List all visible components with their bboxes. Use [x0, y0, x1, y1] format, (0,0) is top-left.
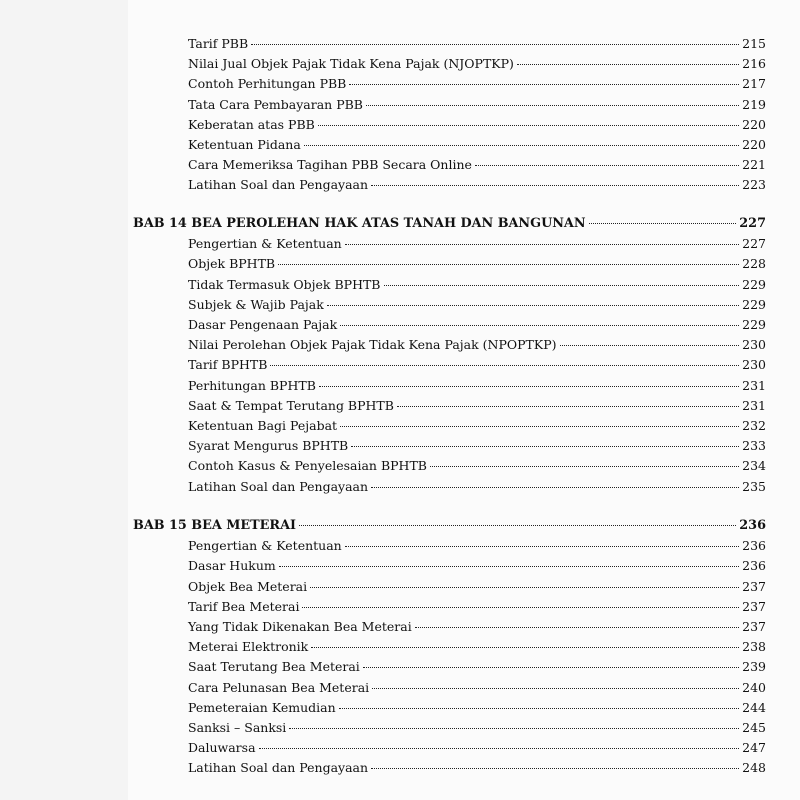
- toc-entry: [188, 157, 766, 172]
- page-number: 231: [742, 377, 766, 393]
- entry-title: Contoh Perhitungan PBB: [188, 76, 347, 92]
- dot-leader: [371, 487, 739, 488]
- dot-leader: [319, 386, 739, 387]
- toc-entry: [188, 337, 766, 352]
- toc-entry: [188, 256, 766, 271]
- dot-leader: [278, 264, 739, 265]
- toc-entry: [188, 458, 766, 473]
- toc-entry: [188, 579, 766, 594]
- dot-leader: [310, 587, 739, 588]
- page-number: 237: [742, 598, 766, 614]
- entry-title: Yang Tidak Dikenakan Bea Meterai: [188, 619, 412, 634]
- toc-entry: [188, 438, 766, 453]
- entry-title: Ketentuan Pidana: [188, 137, 301, 152]
- dot-leader: [371, 768, 739, 769]
- dot-leader: [560, 345, 740, 346]
- dot-leader: [517, 64, 739, 65]
- page-number: 247: [742, 740, 766, 756]
- dot-leader: [311, 647, 739, 648]
- entry-title: Objek Bea Meterai: [188, 578, 308, 594]
- chapter-title: BAB 15 BEA METERAI: [133, 518, 296, 533]
- dot-leader: [270, 365, 739, 366]
- entry-title: Ketentuan Bagi Pejabat: [188, 418, 338, 433]
- entry-title: Pengertian & Ketentuan: [188, 236, 342, 252]
- dot-leader: [340, 325, 739, 326]
- toc-entry: [188, 177, 766, 192]
- toc-entry: [188, 558, 766, 573]
- page-number: 230: [742, 357, 766, 373]
- toc-entry: [188, 76, 766, 91]
- entry-title: Cara Memeriksa Tagihan PBB Secara Online: [188, 157, 472, 173]
- toc-entry: [188, 97, 766, 112]
- dot-leader: [349, 84, 739, 85]
- entry-title: Saat Terutang Bea Meterai: [188, 659, 360, 675]
- entry-title: Dasar Pengenaan Pajak: [188, 317, 338, 332]
- toc-entry: [188, 538, 766, 553]
- page-number: 221: [742, 157, 766, 173]
- page-number: 230: [742, 337, 766, 353]
- toc-entry: [188, 720, 766, 735]
- page-number: 233: [742, 438, 766, 454]
- entry-title: Tarif Bea Meterai: [188, 598, 300, 614]
- page-number: 237: [742, 619, 766, 634]
- dot-leader: [372, 688, 739, 689]
- page-number: 244: [742, 699, 766, 715]
- toc-entry: [188, 760, 766, 775]
- toc-entry: [188, 378, 766, 393]
- dot-leader: [327, 305, 739, 306]
- dot-leader: [363, 667, 739, 668]
- toc-entry: [188, 599, 766, 614]
- page-number: 236: [739, 518, 766, 533]
- toc-entry: [188, 398, 766, 413]
- entry-title: Objek BPHTB: [188, 256, 276, 272]
- dot-leader: [279, 566, 739, 567]
- entry-title: Contoh Kasus & Penyelesaian BPHTB: [188, 458, 427, 474]
- toc-chapter-heading: [133, 518, 766, 533]
- dot-leader: [351, 446, 739, 447]
- page-number: 238: [742, 639, 766, 655]
- entry-title: Latihan Soal dan Pengayaan: [188, 478, 369, 494]
- toc-entry: [188, 418, 766, 433]
- page-number: 229: [742, 317, 766, 332]
- entry-title: Keberatan atas PBB: [188, 116, 315, 132]
- dot-leader: [318, 125, 739, 126]
- toc-entry: [188, 117, 766, 132]
- dot-leader: [259, 748, 740, 749]
- page-number: 229: [742, 296, 766, 312]
- page-number: 219: [742, 96, 766, 112]
- document-page: [128, 0, 800, 800]
- dot-leader: [384, 285, 740, 286]
- entry-title: Latihan Soal dan Pengayaan: [188, 177, 369, 193]
- dot-leader: [415, 627, 739, 628]
- entry-title: Cara Pelunasan Bea Meterai: [188, 679, 370, 695]
- toc-entry: [188, 277, 766, 292]
- toc-entry: [188, 740, 766, 755]
- page-number: 231: [742, 397, 766, 413]
- chapter-title: BAB 14 BEA PEROLEHAN HAK ATAS TANAH DAN BANGUNAN: [133, 216, 586, 231]
- dot-leader: [345, 546, 739, 547]
- toc-entry: [188, 137, 766, 152]
- entry-title: Pemeteraian Kemudian: [188, 699, 336, 715]
- page-number: 220: [742, 116, 766, 132]
- toc-entry: [188, 317, 766, 332]
- entry-title: Tata Cara Pembayaran PBB: [188, 96, 363, 112]
- page-number: 215: [742, 36, 766, 51]
- dot-leader: [289, 728, 739, 729]
- entry-title: Syarat Mengurus BPHTB: [188, 438, 349, 454]
- page-number: 228: [742, 256, 766, 272]
- dot-leader: [299, 525, 736, 526]
- entry-title: Tidak Termasuk Objek BPHTB: [188, 276, 381, 292]
- entry-title: Latihan Soal dan Pengayaan: [188, 760, 369, 776]
- page-number: 240: [742, 679, 766, 695]
- page-number: 227: [739, 216, 766, 231]
- page-number: 220: [742, 137, 766, 152]
- dot-leader: [340, 426, 739, 427]
- toc-entry: [188, 639, 766, 654]
- entry-title: Tarif BPHTB: [188, 357, 268, 373]
- dot-leader: [397, 406, 739, 407]
- toc-chapter-heading: [133, 216, 766, 231]
- dot-leader: [430, 466, 739, 467]
- page-number: 235: [742, 478, 766, 494]
- entry-title: Daluwarsa: [188, 740, 256, 756]
- toc-entry: [188, 357, 766, 372]
- entry-title: Pengertian & Ketentuan: [188, 538, 342, 554]
- dot-leader: [251, 44, 739, 45]
- entry-title: Meterai Elektronik: [188, 639, 309, 655]
- entry-title: Nilai Jual Objek Pajak Tidak Kena Pajak (NJOPTKP): [188, 56, 514, 72]
- entry-title: Perhitungan BPHTB: [188, 377, 316, 393]
- page-number: 236: [742, 558, 766, 574]
- dot-leader: [345, 244, 739, 245]
- page-number: 223: [742, 177, 766, 193]
- toc-entry: [188, 659, 766, 674]
- toc-entry: [188, 56, 766, 71]
- page-number: 232: [742, 418, 766, 433]
- page-number: 217: [742, 76, 766, 92]
- toc-entry: [188, 479, 766, 494]
- entry-title: Subjek & Wajib Pajak: [188, 296, 324, 312]
- dot-leader: [302, 607, 739, 608]
- entry-title: Saat & Tempat Terutang BPHTB: [188, 397, 394, 413]
- toc-entry: [188, 236, 766, 251]
- page-number: 229: [742, 276, 766, 292]
- entry-title: Dasar Hukum: [188, 558, 276, 574]
- page-number: 227: [742, 236, 766, 252]
- page-number: 236: [742, 538, 766, 554]
- dot-leader: [475, 165, 739, 166]
- dot-leader: [371, 185, 739, 186]
- entry-title: Tarif PBB: [188, 36, 249, 51]
- entry-title: Nilai Perolehan Objek Pajak Tidak Kena Pajak (NPOPTKP): [188, 337, 557, 353]
- page-number: 234: [742, 458, 766, 474]
- dot-leader: [339, 708, 740, 709]
- entry-title: Sanksi – Sanksi: [188, 720, 287, 735]
- toc-entry: [188, 680, 766, 695]
- page-number: 216: [742, 56, 766, 72]
- dot-leader: [589, 223, 737, 224]
- toc-entry: [188, 700, 766, 715]
- page-number: 248: [742, 760, 766, 776]
- toc-entry: [188, 619, 766, 634]
- dot-leader: [304, 145, 739, 146]
- page-number: 239: [742, 659, 766, 675]
- dot-leader: [366, 105, 739, 106]
- toc-entry: [188, 36, 766, 51]
- page-number: 237: [742, 578, 766, 594]
- toc-entry: [188, 297, 766, 312]
- page-number: 245: [742, 720, 766, 735]
